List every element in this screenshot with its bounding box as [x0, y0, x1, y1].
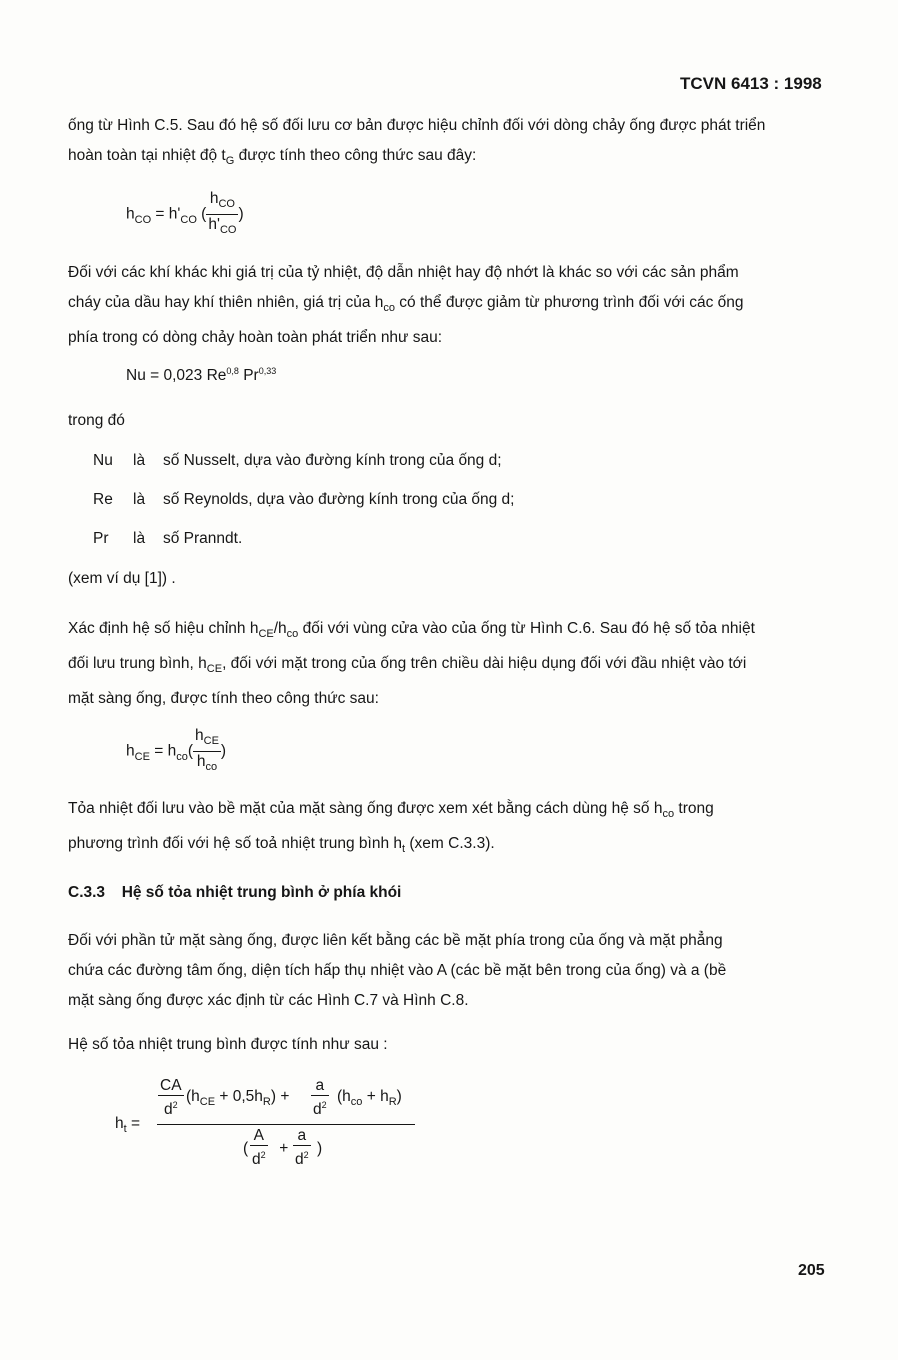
where-label: trong đó — [68, 412, 125, 429]
paragraph-3 — [68, 614, 848, 714]
equation-ht-main-bar — [157, 1124, 415, 1125]
equation-ht-denominator-fraction-2: $\frac{a}{d^2}$ — [295, 1127, 309, 1169]
paragraph-2 — [68, 258, 848, 353]
paragraph-1-line-2: hoàn toàn tại nhiệt độ $t_G$ được tính theo công thức sau đây: — [68, 147, 477, 168]
section-number: C.3.3 — [68, 884, 106, 901]
paragraph-2-line-3: phía trong có dòng chảy hoàn toàn phát triển như sau: — [68, 329, 443, 347]
paragraph-4 — [68, 794, 848, 864]
standard-header: TCVN 6413 : 1998 — [680, 74, 822, 93]
paragraph-5-line-2: chứa các đường tâm ống, diện tích hấp thụ nhiệt vào A (các bề mặt bên trong của ống) và a (bề — [68, 962, 727, 979]
equation-hce-fraction: $\frac{h_{CE}}{h_{co}}$ — [195, 727, 219, 774]
page-number: 205 — [798, 1262, 825, 1279]
equation-hco-fraction: $\frac{h_{CO}}{h'_{CO}}$ — [208, 190, 237, 237]
paragraph-6: Hệ số tỏa nhiệt trung bình được tính như sau : — [68, 1036, 388, 1053]
equation-hce: $h_{CE} = h_{co}$( $\frac{h_{CE}}{h_{co}}$ ) — [126, 726, 226, 777]
equation-ht-term1: $(h_{CE} + 0,5h_R)$ + — [186, 1088, 290, 1109]
equation-ht-lhs: $h_t$ = — [115, 1115, 141, 1136]
equation-ht-denominator-close: ) — [317, 1140, 323, 1157]
equation-ht-denominator-open: ( — [243, 1140, 249, 1157]
document-page: TCVN 6413 : 1998 ống từ Hình C.5. Sau đó hệ số đối lưu cơ bản được hiệu chỉnh đối với dòng chảy ống được phát triển hoàn toàn tại nhiệt độ $t_G$ được tính theo công thức sau đây: $h_{CO} = h'_{CO}$ ( $\frac{h_{CO}}{h'_{CO}}$ ) Đối với các khí khác khi giá trị của tỷ nhiệt, độ dẫn nhiệt hay độ nhớt là khác so với các sản phẩm cháy của dầu hay khí thiên nhiên, giá trị của $h_{co}$ có thể được giảm từ phương trình đối với các ống phía trong có dòng chảy hoàn toàn phát triển như sau: Nu = 0,023 Re$^{0,8}$ Pr$^{0,33}$ trong đó Nu là số Nusselt, dựa vào đường kính trong của ống d; Re là số Reynolds, dựa vào đường kính trong của ống d; Pr là số Pranndt. (xem ví dụ [1]) . Xác định hệ số hiệu chỉnh $h_{CE}/h_{co}$ đối với vùng cửa vào của ống từ Hình C.6. Sau đó hệ số tỏa nhiệt đối lưu trung bình, $h_{CE}$, đối với mặt trong của ống trên chiều dài hiệu dụng đối với đầu nhiệt vào tới mặt sàng ống, được tính theo công thức sau: $h_{CE} = h_{co}$( $\frac{h_{CE}}{h_{co}}$ ) Tỏa nhiệt đối lưu vào bề mặt của mặt sàng ống được xem xét bằng cách dùng hệ số $h_{co}$ trong phương trình đối với hệ số toả nhiệt trung bình $h_t$ (xem C.3.3). C.3.3 Hệ số tỏa nhiệt trung bình ở phía khói Đối với phần tử mặt sàng ống, được liên kết bằng các bề mặt phía trong của ống và mặt phẳng chứa các đường tâm ống, diện tích hấp thụ nhiệt vào A (các bề mặt bên trong của ống) và a (bề mặt sàng ống được xác định từ các Hình C.7 và Hình C.8. Hệ số tỏa nhiệt trung bình được tính như sau : $h_t$ = $\frac{CA}{d^2}$ $(h_{CE} + 0,5h_R)$ + $\frac{a}{d^2}$ $(h_{co} + h_R)$ ( $\frac{A}{d^2}$ + $\frac{a}{d^2}$ ) 205 — [0, 0, 898, 1360]
paragraph-1 — [68, 111, 848, 176]
paragraph-3-line-2: đối lưu trung bình, $h_{CE}$, đối với mặt trong của ống trên chiều dài hiệu dụng đối với đầu nhiệt vào tới — [68, 655, 747, 676]
paragraph-3-line-1: Xác định hệ số hiệu chỉnh $h_{CE}/h_{co}$ đối với vùng cửa vào của ống từ Hình C.6. Sau đó hệ số tỏa nhiệt — [68, 620, 755, 641]
section-heading — [68, 878, 401, 908]
example-reference: (xem ví dụ [1]) . — [68, 570, 176, 587]
paragraph-5-line-3: mặt sàng ống được xác định từ các Hình C.7 và Hình C.8. — [68, 992, 469, 1009]
paragraph-5 — [68, 926, 848, 1016]
paragraph-2-line-1: Đối với các khí khác khi giá trị của tỷ nhiệt, độ dẫn nhiệt hay độ nhớt là khác so với các sản phẩm — [68, 264, 739, 281]
paragraph-2-line-2: cháy của dầu hay khí thiên nhiên, giá trị của $h_{co}$ có thể được giảm từ phương trình đối với các ống — [68, 294, 744, 315]
section-title: Hệ số tỏa nhiệt trung bình ở phía khói — [121, 884, 402, 901]
paragraph-5-line-1: Đối với phần tử mặt sàng ống, được liên kết bằng các bề mặt phía trong của ống và mặt phẳng — [68, 932, 723, 949]
equation-ht-denominator-fraction-1: $\frac{A}{d^2}$ — [252, 1127, 266, 1169]
equation-ht-term2: $(h_{co} + h_R)$ — [337, 1088, 402, 1109]
equation-ht-denominator-plus: + — [275, 1140, 293, 1157]
paragraph-3-line-3: mặt sàng ống, được tính theo công thức sau: — [68, 690, 379, 708]
equation-ht — [115, 1074, 425, 1174]
paragraph-4-line-1: Tỏa nhiệt đối lưu vào bề mặt của mặt sàng ống được xem xét bằng cách dùng hệ số $h_{co}$ trong — [68, 800, 714, 821]
equation-ht-term2-fraction: $\frac{a}{d^2}$ — [313, 1077, 327, 1119]
paragraph-4-line-2: phương trình đối với hệ số toả nhiệt trung bình $h_t$ (xem C.3.3). — [68, 835, 495, 856]
paragraph-1-line-1: ống từ Hình C.5. Sau đó hệ số đối lưu cơ bản được hiệu chỉnh đối với dòng chảy ống được phát triển — [68, 117, 766, 134]
equation-hco: $h_{CO} = h'_{CO}$ ( $\frac{h_{CO}}{h'_{CO}}$ ) — [126, 189, 244, 240]
equation-ht-term1-fraction: $\frac{CA}{d^2}$ — [160, 1077, 182, 1119]
equation-nusselt: Nu = 0,023 Re$^{0,8}$ Pr$^{0,33}$ — [126, 366, 277, 385]
